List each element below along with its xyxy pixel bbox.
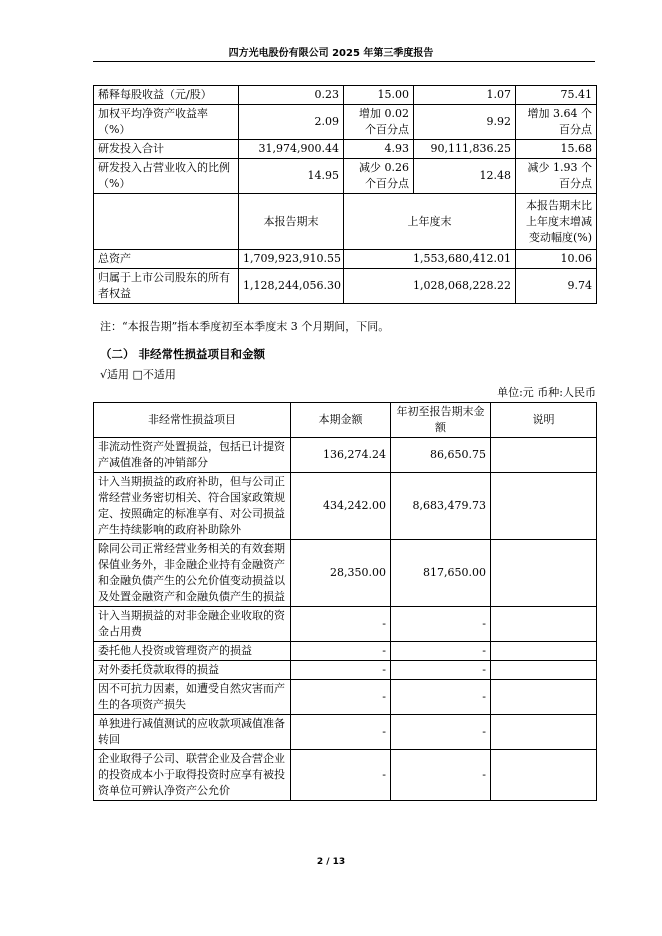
cell (491, 680, 597, 715)
empty-cell (94, 194, 239, 250)
table-row (94, 159, 597, 194)
column-header: 年初至报告期末金额 (391, 403, 491, 438)
cell: 14.95 (239, 159, 344, 194)
cell (491, 661, 597, 680)
cell: 1,709,923,910.55 (239, 250, 344, 269)
unit-line: 单位:元 币种:人民币 (497, 386, 596, 399)
cell: - (391, 750, 491, 801)
table-row (94, 250, 597, 269)
cell: 136,274.24 (291, 438, 391, 473)
cell: 减少 0.26 个百分点 (344, 159, 414, 194)
item-label: 除同公司正常经营业务相关的有效套期保值业务外，非金融企业持有金融资产和金融负债产生的公允价值变动损益以及处置金融资产和金融负债产生的损益 (94, 540, 291, 607)
cell: 4.93 (344, 140, 414, 159)
cell: - (291, 750, 391, 801)
row-label: 稀释每股收益（元/股） (94, 86, 239, 105)
table-row (94, 438, 597, 473)
cell: 86,650.75 (391, 438, 491, 473)
cell: 1,128,244,056.30 (239, 269, 344, 304)
column-header: 本报告期末 (239, 194, 344, 250)
footnote: 注：“本报告期”指本季度初至本季度末 3 个月期间，下同。 (100, 320, 390, 333)
cell (491, 540, 597, 607)
table-row (94, 140, 597, 159)
cell: 817,650.00 (391, 540, 491, 607)
cell: - (291, 680, 391, 715)
cell: - (391, 661, 491, 680)
row-label: 总资产 (94, 250, 239, 269)
cell: 0.23 (239, 86, 344, 105)
cell: 434,242.00 (291, 473, 391, 540)
table-row (94, 269, 597, 304)
cell: - (391, 715, 491, 750)
item-label: 计入当期损益的对非金融企业收取的资金占用费 (94, 607, 291, 642)
item-label: 委托他人投资或管理资产的损益 (94, 642, 291, 661)
item-label: 非流动性资产处置损益，包括已计提资产减值准备的冲销部分 (94, 438, 291, 473)
table-row (94, 86, 597, 105)
table-row (94, 105, 597, 140)
cell: - (391, 680, 491, 715)
cell: - (291, 642, 391, 661)
cell: 28,350.00 (291, 540, 391, 607)
non-recurring-items-table (93, 402, 597, 801)
column-header: 本报告期末比上年度末增减变动幅度(%) (516, 194, 597, 250)
cell: 15.68 (516, 140, 597, 159)
cell: 2.09 (239, 105, 344, 140)
cell (491, 607, 597, 642)
item-label: 因不可抗力因素，如遭受自然灾害而产生的各项资产损失 (94, 680, 291, 715)
section-title: （二） 非经常性损益项目和金额 (100, 347, 266, 361)
cell: 9.92 (414, 105, 516, 140)
cell (491, 750, 597, 801)
table-row (94, 680, 597, 715)
table-row (94, 540, 597, 607)
cell: 31,974,900.44 (239, 140, 344, 159)
cell: 1,553,680,412.01 (344, 250, 516, 269)
cell: 1,028,068,228.22 (344, 269, 516, 304)
cell: 75.41 (516, 86, 597, 105)
column-header: 上年度末 (344, 194, 516, 250)
cell: - (291, 607, 391, 642)
column-header: 说明 (491, 403, 597, 438)
cell: 8,683,479.73 (391, 473, 491, 540)
cell: 90,111,836.25 (414, 140, 516, 159)
item-label: 企业取得子公司、联营企业及合营企业的投资成本小于取得投资时应享有被投资单位可辨认净资产公允价 (94, 750, 291, 801)
page-number: 2 / 13 (316, 857, 346, 867)
cell: 12.48 (414, 159, 516, 194)
cell (491, 715, 597, 750)
column-header: 本期金额 (291, 403, 391, 438)
column-header: 非经常性损益项目 (94, 403, 291, 438)
table-row (94, 473, 597, 540)
cell: 10.06 (516, 250, 597, 269)
table-row (94, 715, 597, 750)
cell: 15.00 (344, 86, 414, 105)
cell (491, 473, 597, 540)
cell: 增加 3.64 个百分点 (516, 105, 597, 140)
cell: 增加 0.02 个百分点 (344, 105, 414, 140)
table-row (94, 661, 597, 680)
item-label: 计入当期损益的政府补助，但与公司正常经营业务密切相关、符合国家政策规定、按照确定的标准享有、对公司损益产生持续影响的政府补助除外 (94, 473, 291, 540)
financial-indicators-table (93, 85, 597, 304)
item-label: 单独进行减值测试的应收款项减值准备转回 (94, 715, 291, 750)
row-label: 加权平均净资产收益率（%） (94, 105, 239, 140)
page-header: 四方光电股份有限公司 2025 年第三季度报告 (228, 48, 434, 59)
row-label: 归属于上市公司股东的所有者权益 (94, 269, 239, 304)
table-row (94, 642, 597, 661)
cell: - (391, 607, 491, 642)
table-header-row (94, 403, 597, 438)
table-row (94, 607, 597, 642)
cell: 减少 1.93 个百分点 (516, 159, 597, 194)
cell (491, 438, 597, 473)
header-rule (93, 61, 595, 62)
applicability-options: √适用 □不适用 (100, 368, 176, 381)
cell: - (291, 661, 391, 680)
table-row (94, 750, 597, 801)
cell: 1.07 (414, 86, 516, 105)
cell: - (391, 642, 491, 661)
cell: - (291, 715, 391, 750)
row-label: 研发投入合计 (94, 140, 239, 159)
row-label: 研发投入占营业收入的比例（%） (94, 159, 239, 194)
table-subheader-row (94, 194, 597, 250)
cell: 9.74 (516, 269, 597, 304)
item-label: 对外委托贷款取得的损益 (94, 661, 291, 680)
cell (491, 642, 597, 661)
